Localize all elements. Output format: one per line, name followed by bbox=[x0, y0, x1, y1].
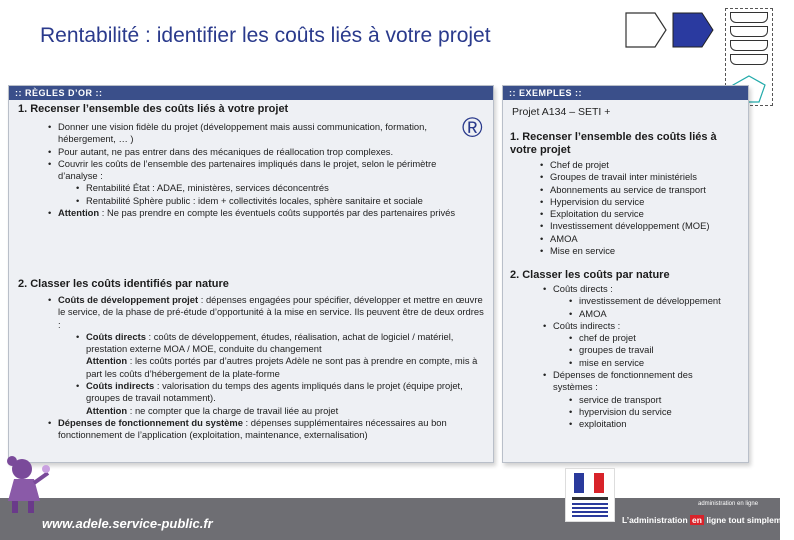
mascot-icon bbox=[0, 455, 52, 515]
list-item bbox=[48, 294, 484, 417]
list-item: • Mise en service bbox=[540, 245, 745, 257]
list-item bbox=[48, 158, 460, 207]
footer-url-link[interactable]: www.adele.service-public.fr bbox=[42, 516, 213, 531]
example-nature-list bbox=[543, 283, 733, 431]
list-item: • groupes de travail bbox=[569, 344, 733, 356]
warning-label: Attention bbox=[86, 404, 128, 416]
list-item-text: : les coûts portés par d’autres projets Adèle ne sont pas à prendre en compte, mis à part les coûts d’hébergement de la plate-forme bbox=[86, 355, 478, 379]
list-item bbox=[543, 369, 733, 430]
stack-item-icon bbox=[730, 12, 768, 23]
list-item: • Rentabilité État : ADAE, ministères, services déconcentrés bbox=[76, 182, 460, 194]
list-item: • Rentabilité Sphère public : idem + collectivités locales, sphère sanitaire et sociale bbox=[76, 195, 460, 207]
nav-arrow-outline-icon[interactable] bbox=[625, 12, 667, 48]
section-1-title: 1. Recenser l’ensemble des coûts liés à votre projet bbox=[18, 103, 289, 115]
warning-label: Attention bbox=[86, 355, 128, 367]
republique-francaise-logo bbox=[565, 468, 615, 522]
list-item bbox=[76, 331, 482, 380]
term-label: Coûts directs bbox=[86, 330, 146, 342]
list-item-text: Couvrir les coûts de l’ensemble des partenaires impliqués dans le projet, selon le périmètre d’analyse : bbox=[58, 157, 437, 182]
list-item bbox=[48, 417, 484, 442]
list-item: • chef de projet bbox=[569, 332, 733, 344]
panel-header: :: RÈGLES D’OR :: bbox=[9, 86, 493, 100]
list-item: • Pour autant, ne pas entrer dans des mécaniques de réallocation trop complexes. bbox=[48, 146, 460, 158]
list-item-text: : valorisation du temps des agents impliqués dans le projet (équipe projet, groupes de travail notamment). bbox=[86, 380, 463, 404]
example-cost-list bbox=[540, 159, 745, 257]
example-section-2-title: 2. Classer les coûts par nature bbox=[510, 269, 670, 281]
list-item: • AMOA bbox=[569, 308, 733, 320]
list-item-text: Coûts directs : bbox=[553, 283, 613, 294]
list-item-text: : dépenses engagées pour spécifier, développer et mettre en œuvre le service, de la phase de pré-étude d’opportunité à la mise en service. Ils peuvent être de deux ordres : bbox=[58, 294, 484, 330]
adele-logo-text: adèle bbox=[652, 476, 716, 503]
project-name: Projet A134 – SETI + bbox=[512, 106, 611, 118]
list-item: • Chef de projet bbox=[540, 159, 745, 171]
list-item: • exploitation bbox=[569, 418, 733, 430]
term-label: Coûts indirects bbox=[86, 380, 155, 392]
list-item: • Abonnements au service de transport bbox=[540, 184, 745, 196]
list-item: • mise en service bbox=[569, 357, 733, 369]
list-item: • investissement de développement bbox=[569, 295, 733, 307]
list-item: • Investissement développement (MOE) bbox=[540, 220, 745, 232]
section-2-list bbox=[48, 294, 484, 442]
list-item-text: : ne compter que la charge de travail liée au projet bbox=[127, 404, 339, 416]
tagline-badge: en bbox=[692, 515, 702, 525]
list-item-text: : coûts de développement, études, réalisation, achat de logiciel / matériel, prestation externe MOA / MOE, conduite du changement bbox=[86, 330, 454, 355]
list-item-text: : dépenses supplémentaires nécessaires au bon fonctionnement de l’application (exploitation, maintenance, externalisation) bbox=[58, 416, 447, 441]
tagline-part: ligne tout simplement bbox=[706, 515, 794, 525]
term-label: Dépenses de fonctionnement du système bbox=[58, 416, 243, 428]
adele-logo-subtitle: administration en ligne bbox=[698, 501, 759, 507]
footer-tagline bbox=[622, 515, 794, 525]
stack-item-icon bbox=[730, 54, 768, 65]
example-section-1-title: 1. Recenser l’ensemble des coûts liés à votre projet bbox=[510, 131, 717, 156]
list-item-text: Coûts indirects : bbox=[553, 319, 621, 331]
stack-item-icon bbox=[730, 40, 768, 51]
registered-icon: ® bbox=[462, 112, 483, 143]
panel-header: :: EXEMPLES :: bbox=[503, 86, 748, 100]
list-item: • service de transport bbox=[569, 394, 733, 406]
section-1-list bbox=[48, 121, 460, 219]
list-item: • hypervision du service bbox=[569, 406, 733, 418]
section-2-title: 2. Classer les coûts identifiés par nature bbox=[18, 278, 229, 290]
list-item-text: : Ne pas prendre en compte les éventuels coûts supportés par des partenaires privés bbox=[99, 207, 456, 219]
list-item: • Exploitation du service bbox=[540, 208, 745, 220]
adele-logo: + adèle administration en ligne bbox=[638, 476, 759, 507]
list-item: • Donner une vision fidèle du projet (développement mais aussi communication, formation, hébergement, … ) bbox=[48, 121, 460, 146]
list-item bbox=[76, 380, 482, 417]
list-item bbox=[48, 207, 460, 219]
list-item-text: Dépenses de fonctionnement des systèmes : bbox=[553, 369, 693, 393]
nav-arrow-filled-icon[interactable] bbox=[672, 12, 714, 48]
tagline-part: L’administration bbox=[622, 515, 688, 525]
list-item bbox=[543, 283, 733, 320]
page-title: Rentabilité : identifier les coûts liés à votre projet bbox=[40, 24, 491, 47]
list-item bbox=[543, 320, 733, 369]
list-item: • Groupes de travail inter ministériels bbox=[540, 171, 745, 183]
stack-item-icon bbox=[730, 26, 768, 37]
warning-label: Attention bbox=[58, 207, 100, 219]
list-item: • AMOA bbox=[540, 233, 745, 245]
list-item: • Hypervision du service bbox=[540, 196, 745, 208]
term-label: Coûts de développement projet bbox=[58, 294, 199, 305]
